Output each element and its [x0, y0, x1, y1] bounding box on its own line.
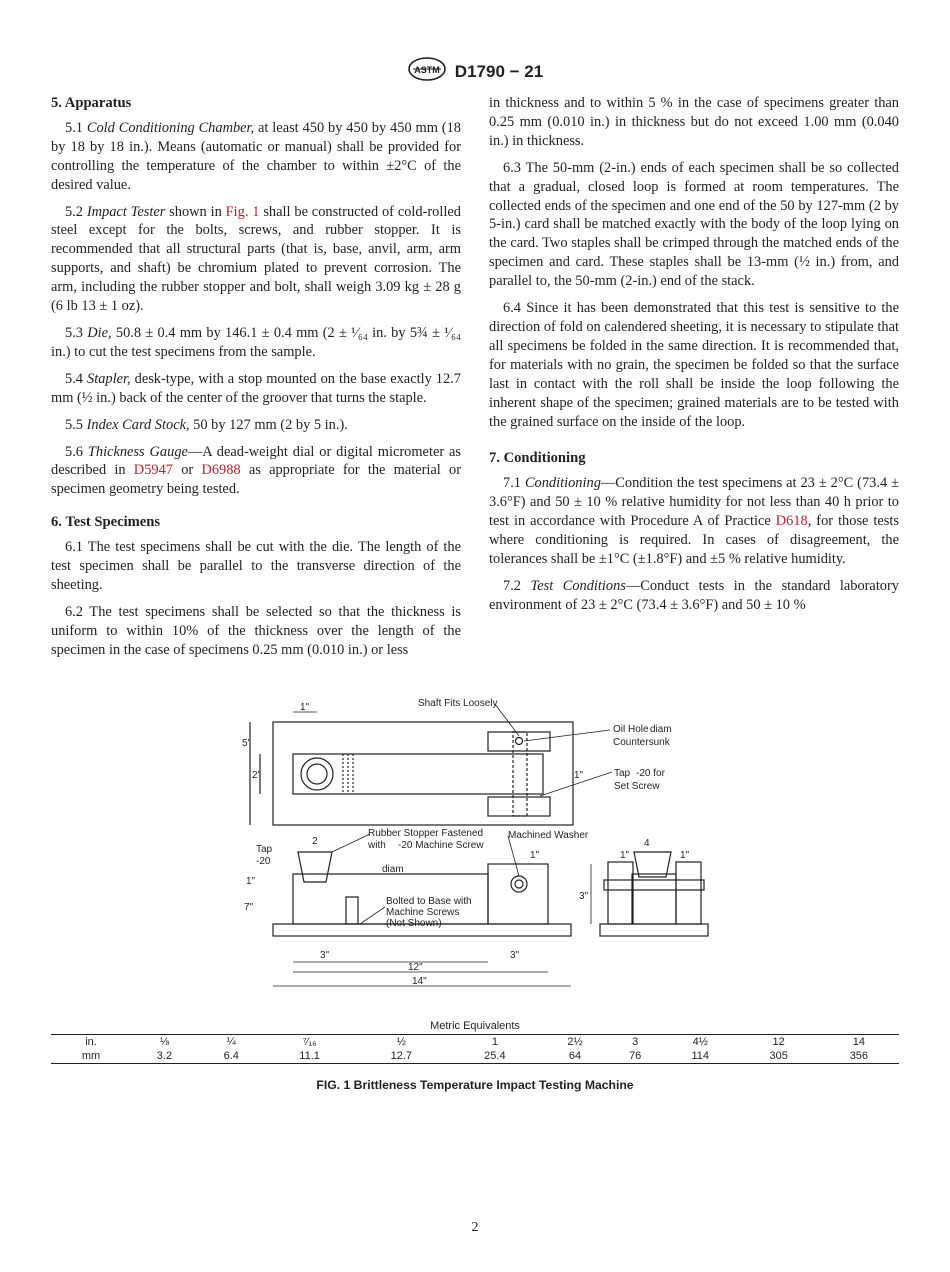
metric-row-mm: [51, 1049, 899, 1064]
document-code: D1790 − 21: [454, 61, 544, 81]
svg-text:7": 7": [244, 902, 254, 913]
svg-text:2": 2": [252, 770, 262, 781]
cell: ⅛: [159, 1036, 170, 1048]
page-header: [0, 56, 950, 87]
cell: 3.2: [156, 1050, 173, 1062]
lower-support: [488, 797, 550, 816]
cell: 305: [769, 1050, 788, 1062]
label-tap-set: Tap: [614, 768, 631, 779]
para-7-2: 7.2 Test Conditions—Conduct tests in the standard laboratory environment of 23 ± 2°C (73.4 ± 3.6°F) and 50 ± 10 %: [489, 577, 899, 613]
label-countersunk: Countersunk: [613, 737, 670, 748]
pivot-outer: [301, 758, 333, 790]
para-6-2-continued: in thickness and to within 5 % in the case of specimens greater than 0.25 mm (0.010 in.) in thickness but do not exceed 1.00 mm (0.040 in.) in thickness.: [489, 95, 899, 149]
label-tap-left: Tap: [256, 844, 273, 855]
svg-text:1": 1": [574, 770, 584, 781]
cell: ½: [396, 1036, 406, 1048]
rubber-stopper: [298, 852, 332, 882]
svg-text:1": 1": [300, 702, 310, 713]
svg-text:3": 3": [579, 891, 589, 902]
svg-text:-20 for: -20 for: [636, 768, 665, 779]
metric-equivalents: [51, 1020, 899, 1064]
cell: 11.1: [299, 1050, 320, 1062]
cell: 2½: [567, 1036, 583, 1048]
svg-text:with: with: [368, 840, 386, 851]
para-6-3: 6.3 The 50-mm (2-in.) ends of each specimen shall be so collected that a gradual, closed loop is formed at room temperatures. The collected ends of the specimen and one end of the 50 by 127-mm (2 by 5-in.) card shall be matched exactly with the body of the loop lying on the card. Two staples shall be crimped through the matched ends of the specimen and card. These staples shall be 13-mm (½ in.) from, and parallel to, the 50-mm (2-in.) end of the stack.: [489, 159, 899, 290]
para-5-1: 5.1 Cold Conditioning Chamber, at least 450 by 450 by 450 mm (18 by 18 by 18 in.). Means (automatic or manual) shall be provided for controlling the temperature of the chamber to within ±2°C of the desired value.: [51, 119, 461, 193]
d618-link[interactable]: D618: [775, 513, 808, 530]
label-shaft-fits: Shaft Fits Loosely: [418, 698, 498, 709]
svg-text:3": 3": [510, 950, 520, 961]
logo-text: ASTM: [414, 65, 440, 75]
svg-text:1": 1": [246, 876, 256, 887]
para-6-4: 6.4 Since it has been demonstrated that this test is sensitive to the direction of fold on calendered sheeting, it is necessary to stipulate that all specimens be folded in the same direction. It is recommended that, for materials with no grain, the specimen be folded so that the surface last in contact with the roll shall be inside the loop following the inherent shape of the specimen; grained materials are to be tested with the grained surface on the inside of the loop.: [489, 300, 899, 430]
svg-text:14": 14": [412, 976, 427, 987]
para-5-6: 5.6 Thickness Gauge—A dead-weight dial or digital micrometer as described in D5947 or D6988 as appropriate for the material or specimen geometry being tested.: [51, 443, 462, 498]
svg-text:4: 4: [644, 838, 650, 849]
cell: 6.4: [223, 1050, 239, 1062]
svg-text:5": 5": [242, 738, 252, 749]
figure-caption: FIG. 1 Brittleness Temperature Impact Testing Machine: [316, 1078, 634, 1092]
figure-1-drawing: [240, 692, 715, 1002]
cell: 356: [849, 1050, 869, 1062]
para-6-1: 6.1 The test specimens shall be cut with the die. The length of the test specimen shall be parallel to the transverse direction of the sheeting.: [51, 539, 461, 593]
label-set-screw: Set Screw: [614, 781, 660, 792]
cell: 12.7: [390, 1050, 413, 1062]
label-oil-hole: Oil Hole: [613, 724, 649, 735]
cell: 12: [772, 1036, 785, 1048]
end-base: [600, 924, 708, 936]
para-6-2: 6.2 The test specimens shall be selected so that the thickness is uniform to within 10% of the thickness over the length of the specimen in the case of specimens 0.25 mm (0.010 in.) or less: [51, 603, 461, 658]
para-5-4: 5.4 Stapler, desk-type, with a stop mounted on the base exactly 12.7 mm (½ in.) back of the center of the groover that turns the staple.: [51, 370, 461, 406]
d6988-link[interactable]: D6988: [201, 462, 241, 479]
cell: 76: [629, 1050, 642, 1062]
cell: 3: [632, 1036, 639, 1048]
cell: 114: [691, 1050, 710, 1062]
impact-tester-diagram: [240, 692, 715, 997]
section-7-title: 7. Conditioning: [489, 450, 586, 467]
svg-text:diam: diam: [650, 724, 672, 735]
cell: 1: [491, 1036, 498, 1048]
svg-text:diam: diam: [382, 864, 404, 875]
row-label: mm: [81, 1050, 101, 1062]
cell: 14: [852, 1036, 865, 1048]
d5947-link[interactable]: D5947: [133, 462, 173, 479]
fig-1-link[interactable]: Fig. 1: [225, 203, 260, 220]
svg-text:2: 2: [312, 836, 318, 847]
para-5-5: 5.5 Index Card Stock, 50 by 127 mm (2 by 5 in.).: [65, 416, 348, 433]
para-5-2: 5.2 Impact Tester shown in Fig. 1 shall be constructed of cold-rolled steel except for the bolts, screws, and rubber stopper. It is recommended that all structural parts (that is, base, anvil, arm, arm supports, and shaft) be chromium plated to prevent corrosion. The arm, including the rubber stopper and bolt, shall weigh 3.09 kg ± 28 g (6 lb 13 ± 1 oz).: [51, 203, 461, 315]
svg-text:1": 1": [680, 850, 690, 861]
row-label: in.: [85, 1036, 97, 1048]
svg-text:12": 12": [408, 962, 423, 973]
top-view-base: [273, 722, 573, 825]
svg-text:1": 1": [620, 850, 630, 861]
label-machined-washer: Machined Washer: [508, 830, 589, 841]
svg-text:3": 3": [320, 950, 330, 961]
para-5-3: 5.3 Die, 50.8 ± 0.4 mm by 146.1 ± 0.4 mm (2 ± ¹⁄₆₄ in. by 5¾ ± ¹⁄₆₄ in.) to cut the test specimens from the sample.: [51, 324, 461, 360]
section-5-title: 5. Apparatus: [51, 95, 132, 111]
cell: 4½: [692, 1036, 708, 1048]
label-bolted-1: Bolted to Base with: [386, 896, 472, 907]
label-rubber-stopper-1: Rubber Stopper Fastened: [368, 828, 484, 839]
svg-text:-20 Machine Screw: -20 Machine Screw: [398, 840, 484, 851]
cell: 25.4: [484, 1050, 506, 1062]
upper-support: [488, 732, 550, 751]
left-column: [51, 94, 461, 668]
top-view-arm: [293, 754, 543, 794]
cell: 64: [568, 1050, 582, 1062]
metric-caption: Metric Equivalents: [430, 1020, 520, 1032]
page-number: 2: [471, 1220, 479, 1235]
para-7-1: 7.1 Conditioning—Condition the test specimens at 23 ± 2°C (73.4 ± 3.6°F) and 50 ± 10 % relative humidity for not less than 40 h prior to test in accordance with Procedure A of Practice D618, for those tests where conditioning is required. In cases of disagreement, the tolerances shall be ±1°C (±1.8°F) and ±5 % relative humidity.: [489, 475, 899, 567]
svg-text:(Not Shown): (Not Shown): [386, 918, 442, 929]
metric-row-in: [51, 1035, 899, 1050]
cell: ⁷⁄₁₆: [302, 1036, 317, 1048]
svg-text:-20: -20: [256, 856, 271, 867]
svg-text:1": 1": [530, 850, 540, 861]
astm-logo: [407, 56, 447, 87]
cell: ¼: [226, 1036, 236, 1048]
metric-table: [51, 1034, 899, 1064]
right-column: [489, 94, 899, 623]
section-6-title: 6. Test Specimens: [51, 514, 161, 531]
svg-text:Machine Screws: Machine Screws: [386, 907, 460, 918]
